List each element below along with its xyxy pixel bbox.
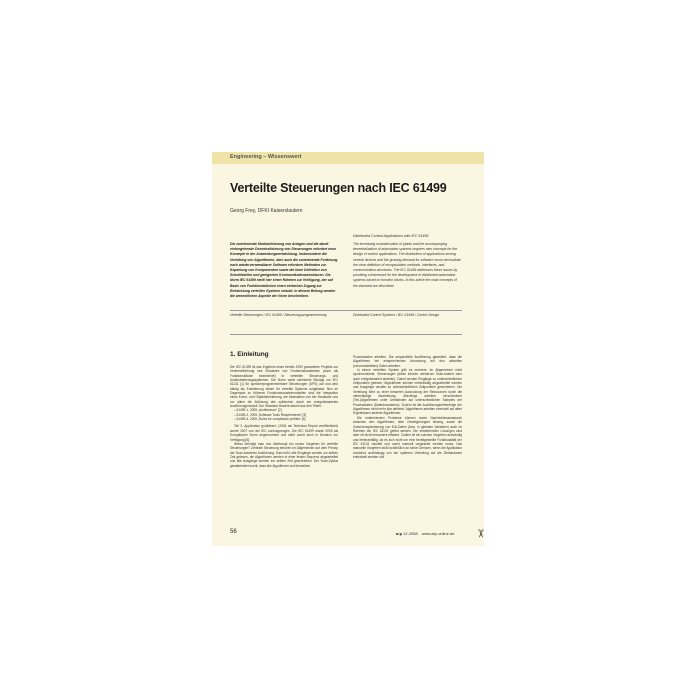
paragraph: Teil 3 „Application guidelines“ (2004 als Technical Report veröffentlicht) wurde 2007 von der IEC zurückgezogen. Die IEC 61499 wurde 2005 als Europäische Norm angenommen und steht somit auch in Deutsch zur Verfügung [5]. [230,424,338,442]
list-item: ● 61499-2, 2005 „Software Tools Requirements“ [3] [234,413,338,417]
paragraph: Die entstehenden Probleme können durch Nachrichtenaustausch zwischen den Algorithmen, über Gesteigerungen hinweg, sowie die Zwischenspeicherung von E/A-Daten (bzw. in globalen Variablen) auch im Rahmen der IEC 61131 gelöst werden. Die entstehenden Lösungen sind aber oft nicht besonders effizient. Zudem ist ein solches Vorgehen aufwändig und fehleranfällig, da es sich nicht um eine bereitgestellte Funktionalität der IEC 61131 handelt und somit manuell umgesetzt werden muss. Das manuelle Vorgehen stößt schließlich an seine Grenzen, wenn die Applikation zunächst unabhängig von der späteren Verteilung auf die Zielhardware entwickelt werden soll. [353,415,462,459]
page-number: 56 [230,529,237,535]
keywords-english: Distributed Control Systems / IEC 61499 / Control Design [353,313,440,317]
footer-publication [396,531,454,536]
paragraph: In einem verteilten System gibt es mehrere, im Allgemeinen nicht synchronisierte, Steuerungen (diese können wiederum Scan-basiert oder auch ereignisbasiert arbeiten). Damit werden Eingänge zu unterschiedlichen Zeitpunkten gelesen, Algorithmen können nebenläufig abgearbeitet werden und Ausgänge werden zu unterschiedlichen Zeitpunkten geschrieben. Die Verteilung führt zu einer besseren Ausnutzung der Ressourcen durch die nebenläufige Abarbeitung. Allerdings arbeiten verschiedene (Teil-)Algorithmen unter Umständen auf unterschiedlichen Samples der Prozessdaten (Datenkonsistenz). Zudem ist die Ausführungsreihenfolge der Algorithmen nicht mehr klar definiert. Algorithmen arbeiten eventuell auf alten Ergebnissen anderer Algorithmen. [353,368,462,416]
abstract-separator [230,334,462,335]
website-url: www.atp-online.de [421,531,455,536]
paragraph: Die IEC 61499 ist das Ergebnis eines bereits 1990 gestarteten Projekts zur Vereinheitlichung des Einsatzes von Funktionsbausteinen (auch als Funktionsblöcke bezeichnet) in verteilten Steuerungs- und Automatisierungssystemen. Die Norm weist zahlreiche Bezüge zur IEC 61131 [1] für speicherprogrammierbare Steuerungen (SPS) auf und wird häufig als Erweiterung dieser für verteilte Systeme aufgefasst. Neu im Gegensatz zu früheren Funktionsbausteinmodellen sind die Integration eines Event- und Objektorientierung, die Abstraktion von der Hardware und vor allem die Ablösung des zyklischen durch ein ereignisbasiertes Ausführungsmodell. Der Standard besteht aktuell aus drei Teilen: [230,365,338,409]
list-item: ● 61499-1, 2005 „Architecture“ [2] [234,408,338,412]
section-category: Engineering – Wissenswert [230,154,302,160]
article-title: Verteilte Steuerungen nach IEC 61499 [230,181,447,195]
abstract-english: The increasing modularisation of plants and the accompanying decentralisation of automation systems requires new concepts for the design of control applications. The distribution of applications among several devices and the growing demand for software reuse necessitate the clear definition of encapsulation methods, interfaces, and communication structures. The IEC 61499 addresses these issues by providing a framework for the development of distributed automation systems based on function blocks. In this article the main concepts of the standard are described. [353,242,461,288]
abstract-german: Die zunehmende Modularisierung von Anlagen und die damit einhergehende Dezentralisierung von Steuerungen erfordert neue Konzepte in der Anwendungsentwicklung. Insbesondere die Verteilung von Algorithmen, aber auch die zunehmende Forderung nach wiederverwendbarer Software erfordern Methoden zur Kapselung von Komponenten sowie die klare Definition von Schnittstellen und geeigneten Kommunikationsstrukturen. Die Norm IEC 61499 stellt hier einen Rahmen zur Verfügung, der auf Basis von Funktionsblöcken einen einfachen Zugang zur Entwicklung verteilter Systeme erlaubt. In diesem Beitrag werden die wesentlichen Aspekte der Norm beschrieben. [230,242,338,299]
article-author: Georg Frey, DFKI Kaiserslautern [230,208,303,214]
body-column-left [230,365,338,468]
brand-logo-a: a [396,531,399,536]
scissors-icon: ✂ [474,528,487,539]
body-column-right [353,355,462,459]
paragraph: Wieso benötigt man nun überhaupt ein neues Vorgehen für verteilte Steuerungen? Zentrale Steuerung beruhen im Allgemeinen auf dem Prinzip der Scan-basierten Ausführung. Das heißt, alle Eingänge werden zur selben Zeit gelesen, die Algorithmen werden in einer festen Sequenz abgearbeitet und alle Ausgänge werden zur selben Zeit geschrieben. Der Scan-Zyklus gewährleistet somit, dass alle Algorithmen auf denselben [230,441,338,468]
section-heading: 1. Einleitung [230,351,269,358]
standard-parts-list [230,408,338,421]
list-item: ● 61499-4, 2005 „Rules for compliance profiles“ [4] [234,417,338,421]
brand-logo-p: p [399,531,403,536]
keywords-separator [230,310,462,311]
brand-logo-t: t [398,531,400,536]
keywords-german: Verteilte Steuerungen / IEC 61499 / Steuerungsprogrammierung [230,313,327,317]
paragraph: Prozessdaten arbeiten. Die sequentielle Ausführung garantiert, dass die Algorithmen bei entsprechender Anordnung auf den aktuellen (vorverarbeiteten) Daten arbeiten. [353,355,462,368]
issue-date: 12.2008 [403,531,418,536]
abstract-en-heading: Distributed Control Applications with IEC 61499 [353,234,429,238]
